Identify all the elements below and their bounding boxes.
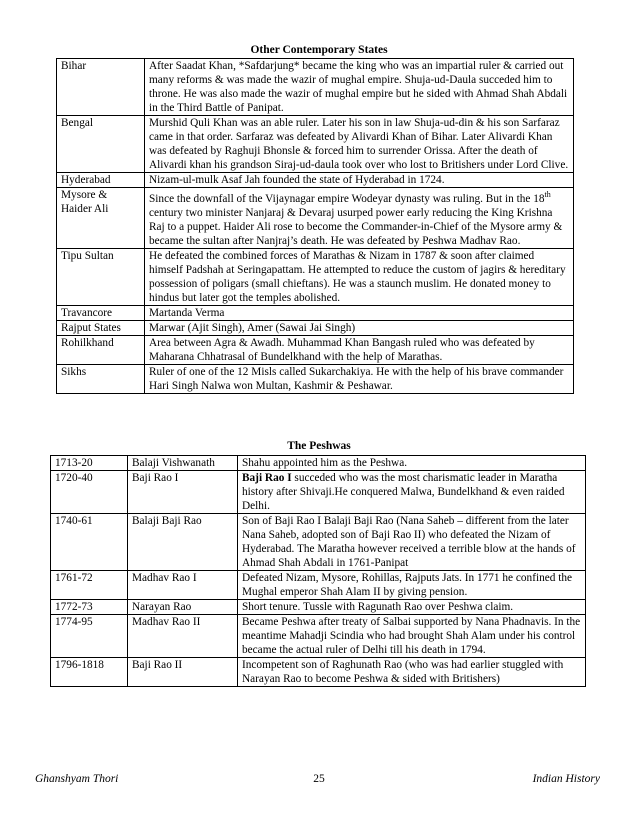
ordinal-superscript: th xyxy=(544,190,551,199)
footer-subject: Indian History xyxy=(532,773,600,785)
peshwa-years: 1774-95 xyxy=(51,615,128,658)
peshwas-section-title: The Peshwas xyxy=(287,440,351,452)
peshwa-description: Incompetent son of Raghunath Rao (who was had earlier stuggled with Narayan Rao to become Peshwa & sided with Britishers) xyxy=(238,658,586,687)
state-description: Marwar (Ajit Singh), Amer (Sawai Jai Singh) xyxy=(145,320,574,335)
state-name: Rohilkhand xyxy=(57,335,145,364)
state-description xyxy=(145,188,574,249)
peshwa-name: Narayan Rao xyxy=(128,600,238,615)
peshwa-years: 1772-73 xyxy=(51,600,128,615)
peshwa-description: Defeated Nizam, Mysore, Rohillas, Rajputs Jats. In 1771 he confined the Mughal emperor Shah Alam II by giving pension. xyxy=(238,571,586,600)
table-row xyxy=(57,173,574,188)
peshwa-years: 1713-20 xyxy=(51,456,128,471)
peshwa-description xyxy=(238,471,586,514)
table-row xyxy=(51,658,586,687)
state-description: Martanda Verma xyxy=(145,305,574,320)
state-description: Murshid Quli Khan was an able ruler. Later his son in law Shuja-ud-din & his son Sarfaraz came in that order. Sarfaraz was defeated by Alivardi Khan of Bihar. Later Alivardi Khan was defeated by Raghuji Bhonsle & forced him to surrender Orissa. After the death of Alivardi khan his grandson Siraj-ud-daula took over who lost to Britishers under Lord Clive. xyxy=(145,116,574,173)
state-name: Rajput States xyxy=(57,320,145,335)
table-row xyxy=(57,116,574,173)
peshwa-description: Became Peshwa after treaty of Salbai supported by Nana Phadnavis. In the meantime Mahadji Scindia who had brought Shah Alam under his control became the actual ruler of Delhi till his death in 1794. xyxy=(238,615,586,658)
state-name: Mysore & Haider Ali xyxy=(57,188,145,249)
state-name: Bihar xyxy=(57,59,145,116)
desc-text: Since the downfall of the Vijaynagar empire Wodeyar dynasty was ruling. But in the 18 xyxy=(149,192,545,205)
peshwa-name: Baji Rao I xyxy=(128,471,238,514)
peshwa-name: Balaji Vishwanath xyxy=(128,456,238,471)
peshwa-years: 1720-40 xyxy=(51,471,128,514)
table-row xyxy=(57,188,574,249)
states-section-title: Other Contemporary States xyxy=(250,44,388,56)
state-description: He defeated the combined forces of Marathas & Nizam in 1787 & soon after claimed himself Padshah at Seringapattam. He attempted to reduce the custom of jagirs & hereditary possession of poligars (small chieftans). He was a staunch muslim. He donated money to hindus but later got the temples abolished. xyxy=(145,248,574,305)
contemporary-states-table xyxy=(56,58,574,394)
peshwa-name: Madhav Rao I xyxy=(128,571,238,600)
table-row xyxy=(51,471,586,514)
desc-text: succeded who was the most charismatic leader in Maratha history after Shivaji.He conquered Malwa, Bundelkhand & even raided Delhi. xyxy=(242,472,565,512)
table-row xyxy=(57,59,574,116)
peshwa-years: 1761-72 xyxy=(51,571,128,600)
table-row xyxy=(51,456,586,471)
state-name: Travancore xyxy=(57,305,145,320)
peshwa-years: 1740-61 xyxy=(51,514,128,571)
desc-text: century two minister Nanjaraj & Devaraj usurped power early reducing the King Krishna Raj to a puppet. Haider Ali rose to become the Commander-in-Chief of the Mysore army & became the sultan after Nanjraj’s death. He was defeated by Peshwa Madhav Rao. xyxy=(149,206,563,247)
state-name: Bengal xyxy=(57,116,145,173)
peshwa-description: Shahu appointed him as the Peshwa. xyxy=(238,456,586,471)
footer-author: Ghanshyam Thori xyxy=(35,773,119,785)
peshwa-name: Madhav Rao II xyxy=(128,615,238,658)
state-description: Nizam-ul-mulk Asaf Jah founded the state of Hyderabad in 1724. xyxy=(145,173,574,188)
table-row xyxy=(57,305,574,320)
peshwa-description: Son of Baji Rao I Balaji Baji Rao (Nana Saheb – different from the later Nana Saheb, adopted son of Baji Rao II) who defeated the Nizam of Hyderabad. The Maratha however received a terrible blow at the hands of Ahmad Shah Abdali in 1761-Panipat xyxy=(238,514,586,571)
table-row xyxy=(51,571,586,600)
table-row xyxy=(51,600,586,615)
peshwa-name: Balaji Baji Rao xyxy=(128,514,238,571)
peshwa-years: 1796-1818 xyxy=(51,658,128,687)
table-row xyxy=(57,364,574,393)
state-name: Tipu Sultan xyxy=(57,248,145,305)
peshwa-description: Short tenure. Tussle with Ragunath Rao over Peshwa claim. xyxy=(238,600,586,615)
peshwa-name: Baji Rao II xyxy=(128,658,238,687)
table-row xyxy=(57,248,574,305)
state-name: Sikhs xyxy=(57,364,145,393)
state-description: Ruler of one of the 12 Misls called Sukarchakiya. He with the help of his brave commander Hari Singh Nalwa won Multan, Kashmir & Peshawar. xyxy=(145,364,574,393)
table-row xyxy=(51,615,586,658)
bold-name: Baji Rao I xyxy=(242,472,292,484)
state-description: After Saadat Khan, *Safdarjung* became the king who was an impartial ruler & carried out many reforms & was made the wazir of mughal empire. Shuja-ud-Daula succeded him to throne. He was also made the wazir of mughal empire but he sided with Ahmad Shah Abdali in the Third Battle of Panipat. xyxy=(145,59,574,116)
state-name: Hyderabad xyxy=(57,173,145,188)
table-row xyxy=(57,335,574,364)
state-description: Area between Agra & Awadh. Muhammad Khan Bangash ruled who was defeated by Maharana Chhatrasal of Bundelkhand with the help of Marathas. xyxy=(145,335,574,364)
page-number: 25 xyxy=(313,773,325,785)
table-row xyxy=(51,514,586,571)
peshwas-table xyxy=(50,455,586,687)
table-row xyxy=(57,320,574,335)
